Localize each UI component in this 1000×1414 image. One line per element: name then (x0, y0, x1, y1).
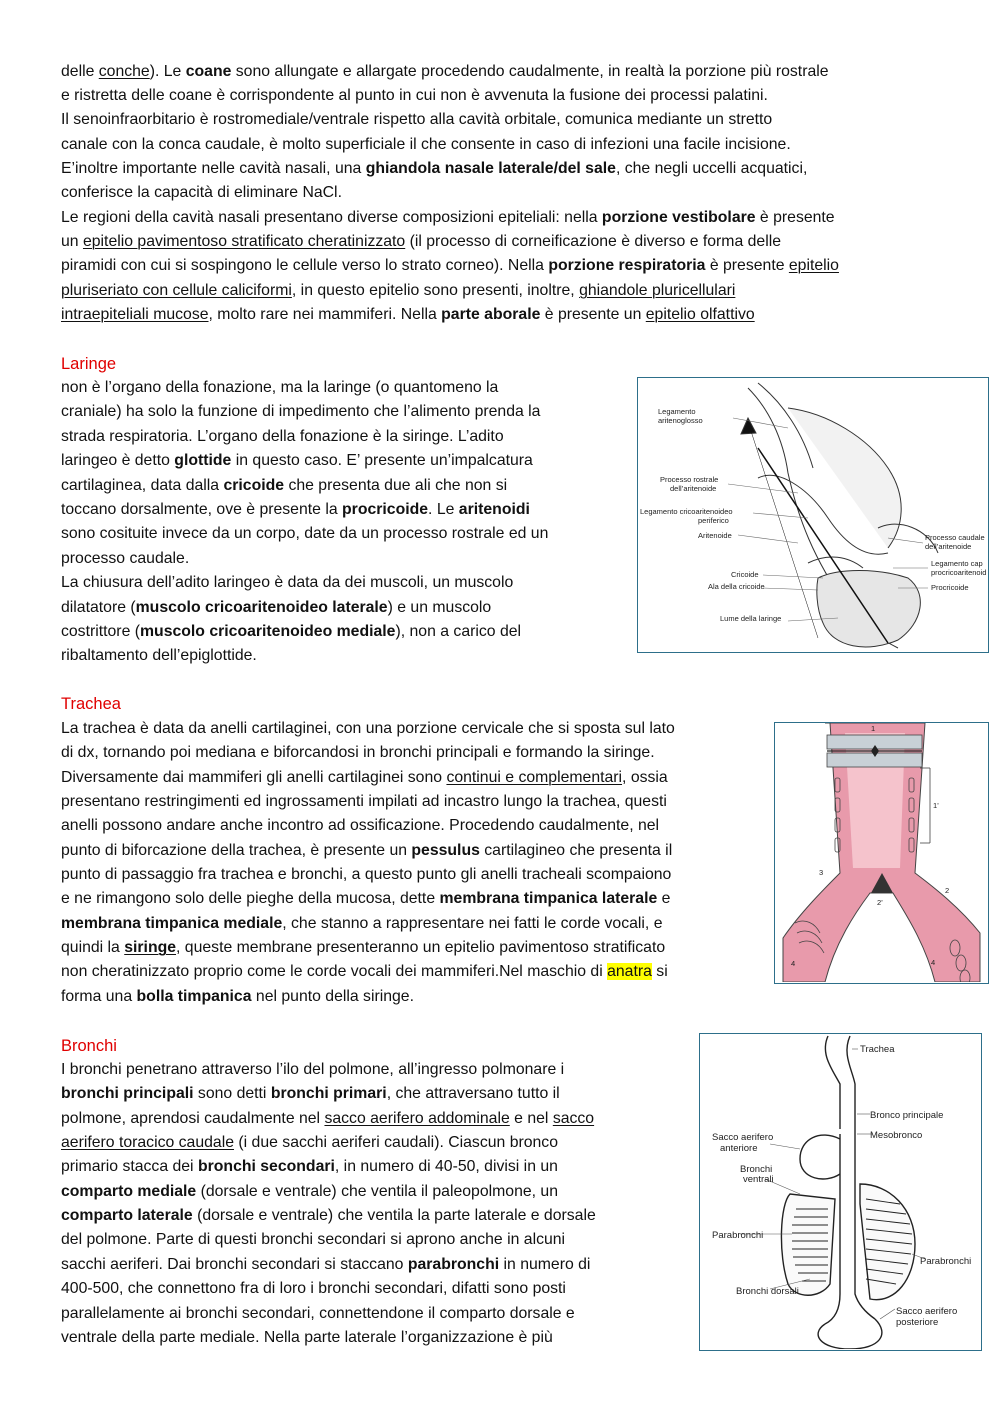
bronchi-line-2: bronchi principali sono detti bronchi primari, che attraversano tutto il (61, 1085, 560, 1102)
bronchi-line-3: polmone, aprendosi caudalmente nel sacco aerifero addominale e nel sacco (61, 1110, 595, 1127)
label-processo-rostrale: Processo rostrale (660, 475, 719, 484)
bronchi-line-1: I bronchi penetrano attraverso l’ilo del polmone, all’ingresso polmonare i (61, 1061, 565, 1078)
laringe-line-12: ribaltamento dell’epiglottide. (61, 647, 257, 664)
intro-line-6: conferisce la capacità di eliminare NaCl. (61, 184, 342, 201)
trachea-line-5: anelli possono andare anche incontro ad ossificazione. Procedendo caudalmente, nel (61, 817, 660, 834)
label-4-left: 4 (791, 959, 796, 968)
label-legamento: Legamento (658, 407, 696, 416)
label-processo-caudale: Processo caudale (925, 533, 985, 542)
laringe-line-7: sono cosituite invece da un corpo, date da un processo rostrale ed un (61, 525, 549, 542)
bronchi-line-10: 400-500, che connettono fra di loro i bronchi secondari, difatti sono posti (61, 1280, 566, 1297)
label-bronco-principale: Bronco principale (870, 1110, 944, 1121)
label-legamento-cap: Legamento cap (931, 559, 983, 568)
heading-trachea: Trachea (61, 695, 121, 713)
trachea-line-8: e ne rimangono solo delle pieghe della mucosa, dette membrana timpanica laterale e (61, 890, 671, 907)
trachea-line-12: forma una bolla timpanica nel punto della siringe. (61, 988, 414, 1005)
label-ala-cricoide: Ala della cricoide (708, 582, 765, 591)
intro-line-1: delle conche). Le coane sono allungate e allargate procedendo caudalmente, in realtà la porzione più rostrale (61, 63, 829, 80)
label-bronchi-dorsali: Bronchi dorsali (736, 1286, 799, 1297)
bronchi-figure (699, 1033, 982, 1351)
heading-laringe: Laringe (61, 355, 117, 373)
label-sacco-aerifero-post-2: posteriore (896, 1317, 939, 1328)
intro-line-10: pluriseriato con cellule caliciformi, in questo epitelio sono presenti, inoltre, ghiandole pluricellulari (61, 282, 736, 299)
bronchi-line-6: comparto mediale (dorsale e ventrale) che ventila il paleopolmone, un (61, 1183, 558, 1200)
label-2: 2 (945, 886, 950, 895)
label-parabronchi-left: Parabronchi (712, 1230, 764, 1241)
bronchi-line-4: aerifero toracico caudale (i due sacchi aeriferi caudali). Ciascun bronco (61, 1134, 558, 1151)
laringe-line-4: laringeo è detto glottide in questo caso. E’ presente un’impalcatura (61, 452, 533, 469)
label-dell-aritenoide-2: dell’aritenoide (925, 542, 972, 551)
bronchi-line-5: primario stacca dei bronchi secondari, in numero di 40-50, divisi in un (61, 1158, 558, 1175)
intro-line-11: intraepiteliali mucose, molto rare nei mammiferi. Nella parte aborale è presente un epitelio olfattivo (61, 306, 755, 323)
intro-line-8: un epitelio pavimentoso stratificato cheratinizzato (il processo di corneificazione è diverso e forma delle (61, 233, 782, 250)
trachea-line-3: Diversamente dai mammiferi gli anelli cartilaginei sono continui e complementari, ossia (61, 769, 668, 786)
trachea-line-11: non cheratinizzato proprio come le corde vocali dei mammiferi.Nel maschio di anatra si (61, 963, 668, 980)
syrinx-illustration (775, 723, 987, 982)
label-mesobronco: Mesobronco (870, 1130, 923, 1141)
laringe-line-11: costrittore (muscolo cricoaritenoideo mediale), non a carico del (61, 623, 522, 640)
label-sacco-aerifero-ant-2: anteriore (720, 1143, 758, 1154)
label-4-right: 4 (931, 958, 936, 967)
laringe-line-3: strada respiratoria. L’organo della fonazione è la siringe. L’adito (61, 428, 504, 445)
intro-line-3: Il senoinfraorbitario è rostromediale/ventrale rispetto alla cavità orbitale, comunica mediante un stretto (61, 111, 773, 128)
bronchi-line-8: del polmone. Parte di questi bronchi secondari si aprono anche in alcuni (61, 1231, 566, 1248)
trachea-line-4: presentano restringimenti ed ingrossamenti impilati ad incastro lungo la trachea, questi (61, 793, 667, 810)
bronchi-illustration (700, 1034, 980, 1349)
larynx-illustration (638, 378, 987, 651)
label-sacco-aerifero-ant-1: Sacco aerifero (712, 1132, 774, 1143)
label-sacco-aerifero-post-1: Sacco aerifero (896, 1306, 958, 1317)
heading-bronchi: Bronchi (61, 1037, 117, 1055)
intro-line-5: E’inoltre importante nelle cavità nasali, una ghiandola nasale laterale/del sale, che negli uccelli acquatici, (61, 160, 808, 177)
laringe-line-1: non è l’organo della fonazione, ma la laringe (o quantomeno la (61, 379, 499, 396)
label-procricoide: Procricoide (931, 583, 969, 592)
label-lume-laringe: Lume della laringe (720, 614, 782, 623)
laringe-line-2: craniale) ha solo la funzione di impedimento che l’alimento prenda la (61, 403, 541, 420)
syrinx-figure (774, 722, 989, 984)
trachea-line-2: di dx, tornando poi mediana e biforcandosi in bronchi principali e formando la siringe. (61, 744, 655, 761)
label-aritenoglosso: aritenoglosso (658, 416, 703, 425)
label-cricoide: Cricoide (731, 570, 759, 579)
laringe-line-8: processo caudale. (61, 550, 190, 567)
label-aritenoide: Aritenoide (698, 531, 732, 540)
trachea-line-1: La trachea è data da anelli cartilaginei, con una porzione cervicale che si sposta sul lato (61, 720, 675, 737)
intro-line-9: piramidi con cui si sospingono le cellule verso lo strato corneo). Nella porzione respiratoria è presente epitelio (61, 257, 839, 274)
term-coane: coane (185, 63, 232, 80)
laringe-line-9: La chiusura dell’adito laringeo è data da dei muscoli, un muscolo (61, 574, 514, 591)
intro-line-7: Le regioni della cavità nasali presentano diverse composizioni epiteliali: nella porzione vestibolare è presente (61, 209, 835, 226)
label-1: 1 (871, 724, 876, 733)
label-parabronchi-right: Parabronchi (920, 1256, 972, 1267)
trachea-line-9: membrana timpanica mediale, che stanno a rappresentare nei fatti le corde vocali, e (61, 915, 663, 932)
bronchi-line-7: comparto laterale (dorsale e ventrale) che ventila la parte laterale e dorsale (61, 1207, 596, 1224)
label-2-prime: 2’ (877, 898, 883, 907)
laringe-line-5: cartilaginea, data dalla cricoide che presenta due ali che non si (61, 477, 508, 494)
label-procricoaritenoid: procricoaritenoid (931, 568, 987, 577)
label-3: 3 (819, 868, 824, 877)
intro-line-2: e ristretta delle coane è corrispondente al punto in cui non è avvenuta la fusione dei processi palatini. (61, 87, 768, 104)
bronchi-line-11: parallelamente ai bronchi secondari, connettendone il comparto dorsale e (61, 1305, 575, 1322)
label-1-prime: 1’ (933, 801, 939, 810)
label-legamento-cricoaritenoideo: Legamento cricoaritenoideo (640, 507, 733, 516)
label-dell-aritenoide-1: dell’aritenoide (670, 484, 717, 493)
label-trachea: Trachea (860, 1044, 895, 1055)
trachea-line-6: punto di biforcazione della trachea, è presente un pessulus cartilagineo che presenta il (61, 842, 673, 859)
laringe-line-6: toccano dorsalmente, ove è presente la procricoide. Le aritenoidi (61, 501, 530, 518)
trachea-line-10: quindi la siringe, queste membrane presenteranno un epitelio pavimentoso stratificato (61, 939, 666, 956)
intro-line-4: canale con la conca caudale, è molto superficiale il che consente in caso di infezioni una facile incisione. (61, 136, 791, 153)
highlight-anatra: anatra (607, 963, 652, 980)
bronchi-line-12: ventrale della parte mediale. Nella parte laterale l’organizzazione è più (61, 1329, 553, 1346)
term-conche: conche (98, 63, 150, 80)
laringe-line-10: dilatatore (muscolo cricoaritenoideo laterale) e un muscolo (61, 599, 492, 616)
label-bronchi-ventrali-2: ventrali (743, 1174, 774, 1185)
label-periferico: periferico (698, 516, 729, 525)
trachea-line-7: punto di passaggio fra trachea e bronchi, a questo punto gli anelli tracheali scompaiono (61, 866, 672, 883)
larynx-figure (637, 377, 989, 653)
label-bronchi-ventrali-1: Bronchi (740, 1164, 773, 1175)
bronchi-line-9: sacchi aeriferi. Dai bronchi secondari si staccano parabronchi in numero di (61, 1256, 591, 1273)
